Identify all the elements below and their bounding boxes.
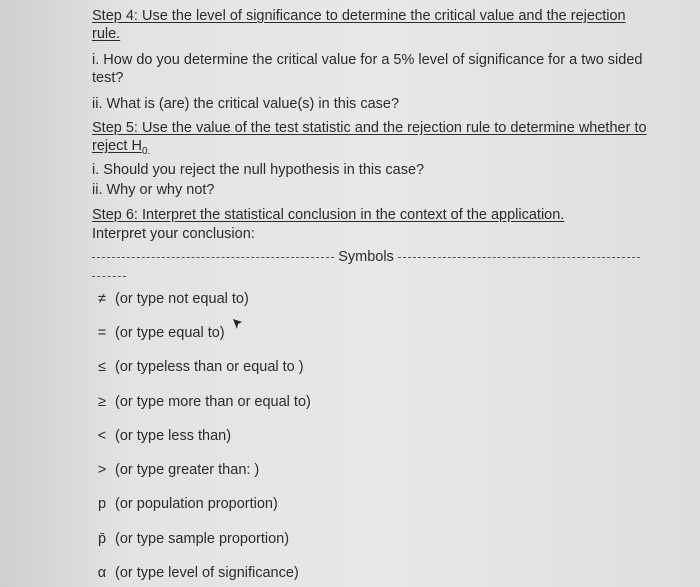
step5-heading-line2 [92,138,150,160]
symbols-label: Symbols [338,249,394,265]
symbol-glyph: ≥ [98,394,106,410]
symbol-glyph: α [97,565,107,581]
step5-heading-subscript: 0. [141,145,151,157]
symbol-glyph: ≤ [98,359,106,375]
step5-heading-line1: Step 5: Use the value of the test statistic and the rejection rule to determine whether to [92,120,647,136]
symbol-glyph: ≠ [98,291,106,307]
symbol-description: (or type less than) [115,428,232,444]
symbol-row [95,428,231,445]
symbol-row [95,291,249,308]
step4-heading-line1: Step 4: Use the level of significance to determine the critical value and the rejection [92,8,626,24]
step6-heading: Step 6: Interpret the statistical conclusion in the context of the application. [92,207,565,223]
step4-question1-line1: i. How do you determine the critical value for a 5% level of significance for a two sided [92,52,643,68]
symbol-description: (or type more than or equal to) [115,394,311,410]
symbol-description: (or type equal to) [115,325,225,341]
symbol-row [95,565,299,582]
symbols-divider [92,249,640,266]
symbol-description: (or type greater than: ) [115,462,260,478]
divider-dash-continuation [92,276,126,277]
symbol-row [95,462,259,479]
symbol-glyph: < [97,428,107,444]
divider-dash-right [398,257,640,258]
step5-question1: i. Should you reject the null hypothesis in this case? [92,162,425,178]
step4-question2: ii. What is (are) the critical value(s) in this case? [92,96,400,112]
divider-dash-left [92,257,334,258]
symbol-description: (or type sample proportion) [115,531,290,547]
symbol-description: (or typeless than or equal to ) [115,359,304,375]
symbol-row [95,325,225,342]
symbol-row [95,394,311,411]
step4-question1-line2: test? [92,70,124,86]
step5-question2: ii. Why or why not? [92,182,215,198]
symbol-description: (or type not equal to) [115,291,249,307]
symbol-row [95,531,289,548]
symbol-row [95,359,304,376]
step5-heading-prefix: reject H [92,138,142,154]
symbol-glyph: p̄ [97,531,107,547]
symbol-glyph: > [97,462,107,478]
step4-heading-line2: rule. [92,26,121,42]
symbol-row [95,496,278,513]
step6-prompt: Interpret your conclusion: [92,226,255,242]
symbol-description: (or population proportion) [115,496,278,512]
symbol-description: (or type level of significance) [115,565,299,581]
symbol-glyph: = [97,325,107,341]
symbol-glyph: p [97,496,107,512]
mouse-cursor-icon [232,318,244,332]
